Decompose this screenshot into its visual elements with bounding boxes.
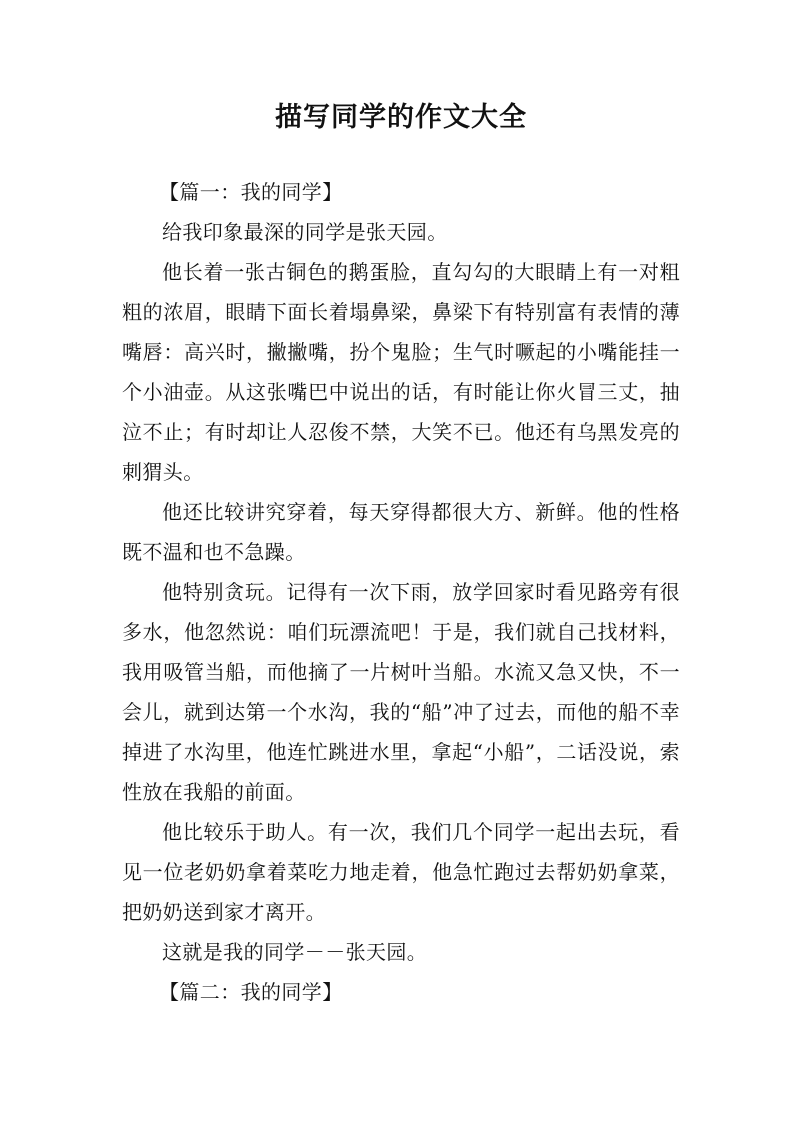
- paragraph: 他特别贪玩。记得有一次下雨，放学回家时看见路旁有很多水，他忽然说：咱们玩漂流吧！于是，我们就自己找材料，我用吸管当船，而他摘了一片树叶当船。水流又急又快，不一会儿，就到达第一个水沟，我的“船”冲了过去，而他的船不幸掉进了水沟里，他连忙跳进水里，拿起“小船”，二话没说，索性放在我船的前面。: [122, 580, 680, 804]
- paragraph: 这就是我的同学－－张天园。: [162, 940, 428, 964]
- document-title: 描写同学的作文大全: [275, 102, 527, 133]
- paragraph: 他长着一张古铜色的鹅蛋脸，直勾勾的大眼睛上有一对粗粗的浓眉，眼睛下面长着塌鼻梁，鼻梁下有特别富有表情的薄嘴唇：高兴时，撇撇嘴，扮个鬼脸；生气时噘起的小嘴能挂一个小油壶。从这张嘴巴中说出的话，有时能让你火冒三丈，抽泣不止；有时却让人忍俊不禁，大笑不已。他还有乌黑发亮的刺猬头。: [122, 260, 680, 484]
- paragraph: 给我印象最深的同学是张天园。: [162, 220, 448, 244]
- paragraph: 他比较乐于助人。有一次，我们几个同学一起出去玩，看见一位老奶奶拿着菜吃力地走着，他急忙跑过去帮奶奶拿菜，把奶奶送到家才离开。: [122, 820, 680, 924]
- section-heading-2: 【篇二：我的同学】: [159, 980, 343, 1004]
- paragraph: 他还比较讲究穿着，每天穿得都很大方、新鲜。他的性格既不温和也不急躁。: [122, 500, 680, 564]
- section-heading-1: 【篇一：我的同学】: [159, 180, 343, 204]
